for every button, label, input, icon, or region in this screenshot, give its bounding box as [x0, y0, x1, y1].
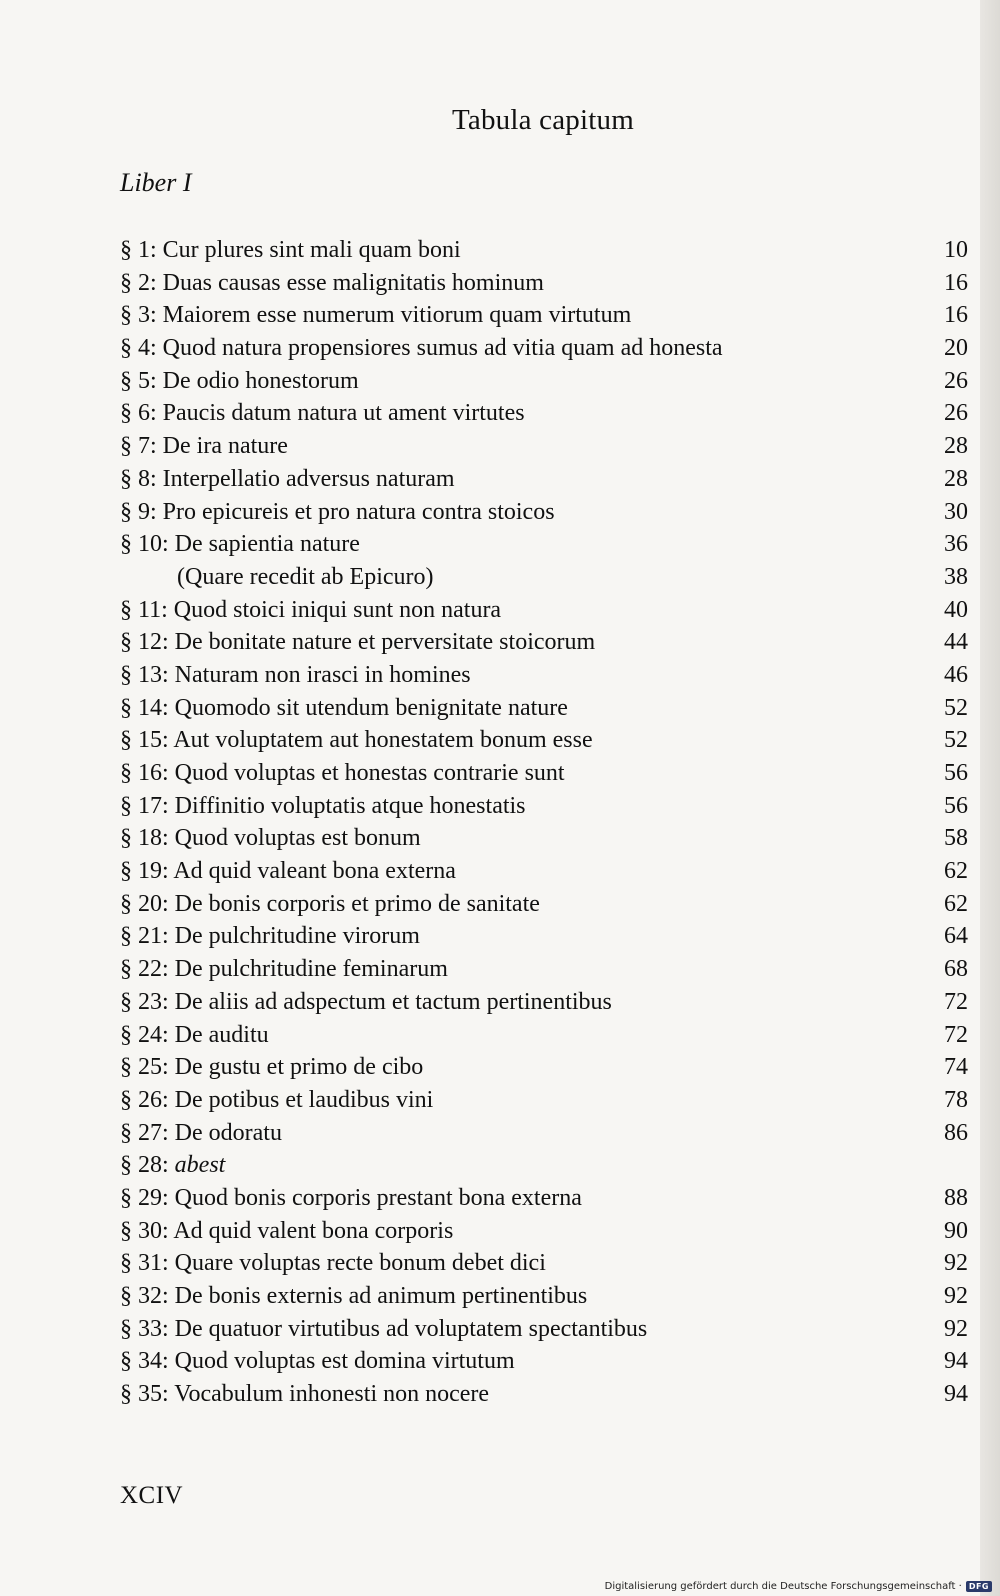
- toc-entry-title: § 13: Naturam non irasci in homines: [120, 661, 471, 688]
- toc-entry-page: 40: [944, 596, 968, 623]
- toc-entry-page: 52: [944, 694, 968, 721]
- toc-entry-title: § 19: Ad quid valeant bona externa: [120, 858, 456, 885]
- footer-credit: Digitalisierung gefördert durch die Deutsche Forschungsgemeinschaft ·: [604, 1581, 962, 1592]
- toc-entry: [120, 724, 968, 757]
- page-folio: XCIV: [120, 1482, 184, 1509]
- toc-entry: [120, 822, 968, 855]
- toc-entry-page: 56: [944, 792, 968, 819]
- page-title: Tabula capitum: [452, 104, 634, 136]
- toc-entry: [120, 953, 968, 986]
- toc-entry: [120, 528, 968, 561]
- toc-entry-title: § 25: De gustu et primo de cibo: [120, 1054, 424, 1081]
- toc-entry-title: § 32: De bonis externis ad animum pertinentibus: [120, 1283, 588, 1309]
- toc-entry-page: 58: [944, 825, 968, 852]
- toc-entry-page: 38: [944, 563, 968, 590]
- toc-entry-page: 94: [944, 1348, 968, 1375]
- toc-entry-title: § 35: Vocabulum inhonesti non nocere: [120, 1381, 490, 1408]
- toc-entry-title: § 5: De odio honestorum: [120, 367, 359, 394]
- toc-entry-title: § 16: Quod voluptas et honestas contrarie sunt: [120, 760, 565, 786]
- toc-entry-page: 94: [944, 1381, 968, 1408]
- section-heading: Liber I: [120, 168, 192, 197]
- toc-entry-number: § 28:: [120, 1152, 169, 1179]
- toc-entry: [120, 692, 968, 725]
- toc-entry-title: § 18: Quod voluptas est bonum: [120, 825, 421, 852]
- toc-entry: [120, 1378, 968, 1411]
- toc-entry-page: 28: [944, 433, 968, 460]
- toc-entry-page: 30: [944, 498, 968, 525]
- toc-entry-page: 28: [944, 465, 968, 492]
- toc-entry: [120, 757, 968, 790]
- toc-entry: [120, 790, 968, 823]
- dfg-logo: DFG: [966, 1581, 992, 1592]
- toc-entry-page: 74: [944, 1054, 968, 1081]
- toc-entry-title: § 2: Duas causas esse malignitatis hominum: [120, 269, 544, 296]
- toc-entry-title: § 6: Paucis datum natura ut ament virtutes: [120, 400, 525, 427]
- toc-entry-page: 52: [944, 727, 968, 754]
- toc-entry-title: § 29: Quod bonis corporis prestant bona externa: [120, 1184, 582, 1211]
- toc-entry-page: 90: [944, 1217, 968, 1244]
- toc-entry-title: § 15: Aut voluptatem aut honestatem bonum esse: [120, 727, 593, 754]
- toc-entry: [120, 1117, 968, 1150]
- toc-entry-page: 62: [944, 890, 968, 917]
- toc-entry-title: § 27: De odoratu: [120, 1119, 282, 1146]
- toc-entry-page: 26: [944, 367, 968, 394]
- toc-entry: [120, 1051, 968, 1084]
- toc-entry-page: 72: [944, 1021, 968, 1048]
- toc-entry: [120, 1019, 968, 1052]
- toc-entry: [120, 397, 968, 430]
- toc-entry-title: § 21: De pulchritudine virorum: [120, 923, 420, 950]
- toc-entry-title: § 17: Diffinitio voluptatis atque honestatis: [120, 792, 526, 819]
- toc-entry-title: § 24: De auditu: [120, 1021, 269, 1048]
- digitization-footer: [605, 1581, 992, 1592]
- toc-entry-title: § 14: Quomodo sit utendum benignitate nature: [120, 694, 568, 721]
- toc-entry-page: 64: [944, 923, 968, 950]
- toc-entry-page: 16: [944, 269, 968, 296]
- toc-entry-page: 62: [944, 858, 968, 885]
- toc-entry-title: § 11: Quod stoici iniqui sunt non natura: [120, 596, 502, 623]
- toc-entry: [120, 1182, 968, 1215]
- toc-entry-title: § 26: De potibus et laudibus vini: [120, 1086, 434, 1113]
- toc-entry-title: § 4: Quod natura propensiores sumus ad vitia quam ad honesta: [120, 335, 723, 362]
- toc-entry: [120, 234, 968, 267]
- toc-entry-page: 16: [944, 302, 968, 329]
- toc-entry: [120, 1345, 968, 1378]
- toc-entry: [120, 855, 968, 888]
- toc-entry-page: 20: [944, 335, 968, 362]
- toc-entry: [120, 594, 968, 627]
- toc-entry: [120, 1280, 968, 1313]
- toc-subentry: [120, 561, 968, 594]
- toc-entry-title: § 10: De sapientia nature: [120, 531, 360, 558]
- toc-entry-title: § 1: Cur plures sint mali quam boni: [120, 237, 461, 263]
- toc-entry: [120, 888, 968, 921]
- toc-entry-page: 36: [944, 531, 968, 558]
- toc-entry-page: 88: [944, 1184, 968, 1211]
- toc-entry-title: § 34: Quod voluptas est domina virtutum: [120, 1348, 515, 1375]
- toc-entry-title: § 7: De ira nature: [120, 433, 288, 460]
- toc-entry-page: 92: [944, 1283, 968, 1309]
- toc-entry-page: 26: [944, 400, 968, 427]
- toc-entry: [120, 626, 968, 659]
- toc-entry-page: 78: [944, 1086, 968, 1113]
- toc-entry: [120, 299, 968, 332]
- toc-entry: [120, 365, 968, 398]
- toc-entry-title: § 23: De aliis ad adspectum et tactum pertinentibus: [120, 988, 612, 1015]
- toc-entry: [120, 463, 968, 496]
- toc-entry-page: 72: [944, 988, 968, 1015]
- toc-entry-title: § 30: Ad quid valent bona corporis: [120, 1217, 454, 1244]
- toc-entry-title: [120, 1149, 225, 1182]
- toc-entry: [120, 1149, 968, 1182]
- toc-entry-title: § 20: De bonis corporis et primo de sanitate: [120, 890, 540, 917]
- toc-entry: [120, 920, 968, 953]
- toc-entry-title: § 8: Interpellatio adversus naturam: [120, 465, 455, 492]
- toc-entry: [120, 267, 968, 300]
- toc-entry-page: 68: [944, 956, 968, 983]
- toc-entry-page: 10: [944, 237, 968, 263]
- toc-entry-title: § 3: Maiorem esse numerum vitiorum quam virtutum: [120, 302, 632, 329]
- toc-entry-page: 92: [944, 1315, 968, 1342]
- toc-entry: [120, 496, 968, 529]
- toc-entry-page: 44: [944, 629, 968, 656]
- toc-entry: [120, 1084, 968, 1117]
- toc-entry-title: § 12: De bonitate nature et perversitate stoicorum: [120, 629, 596, 656]
- adjacent-page-edge: [980, 0, 1000, 1596]
- toc-entry-page: 46: [944, 661, 968, 688]
- toc-entry: [120, 1313, 968, 1346]
- toc-entry: [120, 986, 968, 1019]
- toc-entry-title: § 31: Quare voluptas recte bonum debet dici: [120, 1250, 546, 1277]
- toc-entry: [120, 1247, 968, 1280]
- toc-entry-page: 56: [944, 760, 968, 786]
- toc-entry-title: (Quare recedit ab Epicuro): [177, 563, 434, 590]
- toc-entry: [120, 659, 968, 692]
- toc-entry-page: 86: [944, 1119, 968, 1146]
- toc-entry: [120, 332, 968, 365]
- toc-entry: [120, 430, 968, 463]
- toc-entry-title: § 33: De quatuor virtutibus ad voluptatem spectantibus: [120, 1315, 648, 1342]
- toc-entry-title: § 22: De pulchritudine feminarum: [120, 956, 448, 983]
- toc-entry: [120, 1215, 968, 1248]
- toc-entry-page: 92: [944, 1250, 968, 1277]
- toc-entry-title: § 9: Pro epicureis et pro natura contra stoicos: [120, 498, 555, 525]
- table-of-contents: [120, 234, 968, 1411]
- toc-entry-note: abest: [174, 1152, 226, 1179]
